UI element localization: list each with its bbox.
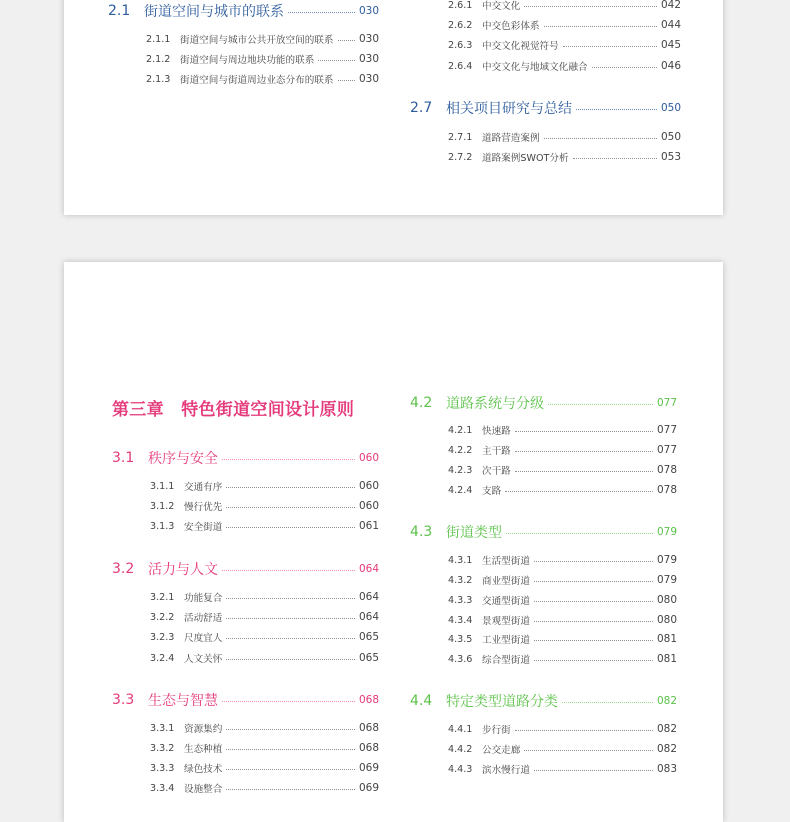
toc-section-2-7[interactable] xyxy=(410,98,681,118)
leader-dots xyxy=(222,570,355,571)
toc-entry-3-1-3[interactable] xyxy=(150,519,379,533)
entry-page-number: 081 xyxy=(656,653,677,665)
entry-page-number: 064 xyxy=(358,591,379,603)
leader-dots xyxy=(562,702,653,703)
entry-page-number: 053 xyxy=(660,151,681,163)
leader-dots xyxy=(226,598,355,599)
entry-page-number: 042 xyxy=(660,0,681,11)
leader-dots xyxy=(534,770,653,771)
section-number: 3.2 xyxy=(112,561,135,577)
toc-section-4-3[interactable] xyxy=(410,522,677,542)
entry-page-number: 069 xyxy=(358,782,379,794)
entry-title: 慢行优先 xyxy=(184,502,223,513)
entry-number: 3.2.3 xyxy=(150,631,175,643)
leader-dots xyxy=(534,581,653,582)
leader-dots xyxy=(226,618,355,619)
entry-page-number: 064 xyxy=(358,611,379,623)
leader-dots xyxy=(544,138,657,139)
entry-page-number: 080 xyxy=(656,614,677,626)
leader-dots xyxy=(592,67,657,68)
leader-dots xyxy=(515,471,653,472)
leader-dots xyxy=(226,487,355,488)
section-title: 生态与智慧 xyxy=(148,693,218,709)
entry-page-number: 030 xyxy=(358,73,379,85)
entry-number: 4.2.3 xyxy=(448,464,473,476)
entry-number: 4.4.3 xyxy=(448,763,473,775)
entry-title: 中交文化与地域文化融合 xyxy=(482,62,588,73)
leader-dots xyxy=(226,527,355,528)
entry-title: 街道空间与周边地块功能的联系 xyxy=(180,55,315,66)
leader-dots xyxy=(524,6,657,7)
toc-entry-4-2-1[interactable] xyxy=(448,423,677,437)
entry-page-number: 050 xyxy=(660,131,681,143)
toc-entry-3-3-4[interactable] xyxy=(150,781,379,795)
leader-dots xyxy=(222,459,355,460)
entry-number: 2.7.2 xyxy=(448,151,473,163)
section-number: 4.4 xyxy=(410,693,433,709)
toc-entry-4-3-2[interactable] xyxy=(448,573,677,587)
entry-title: 交通型街道 xyxy=(482,596,530,607)
toc-entry-3-2-2[interactable] xyxy=(150,610,379,624)
leader-dots xyxy=(563,46,657,47)
entry-title: 生态种植 xyxy=(184,744,223,755)
leader-dots xyxy=(534,561,653,562)
entry-title: 街道空间与城市公共开放空间的联系 xyxy=(180,35,334,46)
toc-entry-2-1-3[interactable] xyxy=(146,72,379,86)
entry-number: 4.3.1 xyxy=(448,554,473,566)
entry-number: 2.6.4 xyxy=(448,60,473,72)
entry-page-number: 083 xyxy=(656,763,677,775)
entry-title: 工业型街道 xyxy=(482,635,530,646)
toc-entry-2-6-3[interactable] xyxy=(448,38,681,52)
entry-title: 绿色技术 xyxy=(184,764,223,775)
toc-entry-2-6-4[interactable] xyxy=(448,59,681,73)
entry-title: 中交文化视觉符号 xyxy=(482,41,559,52)
toc-entry-2-7-2[interactable] xyxy=(448,150,681,164)
entry-number: 4.2.2 xyxy=(448,444,473,456)
entry-title: 功能复合 xyxy=(184,593,223,604)
toc-entry-3-3-3[interactable] xyxy=(150,761,379,775)
entry-page-number: 060 xyxy=(358,480,379,492)
toc-section-4-4[interactable] xyxy=(410,691,677,711)
toc-entry-2-1-2[interactable] xyxy=(146,52,379,66)
entry-number: 2.6.3 xyxy=(448,39,473,51)
entry-number: 3.3.2 xyxy=(150,742,175,754)
entry-number: 3.2.4 xyxy=(150,652,175,664)
section-page-number: 050 xyxy=(660,102,681,114)
entry-title: 交通有序 xyxy=(184,482,223,493)
leader-dots xyxy=(318,60,355,61)
leader-dots xyxy=(226,638,355,639)
section-number: 4.3 xyxy=(410,524,433,540)
section-title: 相关项目研究与总结 xyxy=(446,101,572,117)
section-title: 活力与人文 xyxy=(148,562,218,578)
leader-dots xyxy=(226,749,355,750)
entry-page-number: 068 xyxy=(358,722,379,734)
toc-entry-3-3-1[interactable] xyxy=(150,721,379,735)
leader-dots xyxy=(338,40,355,41)
toc-section-3-1[interactable] xyxy=(112,448,379,468)
toc-entry-4-3-3[interactable] xyxy=(448,593,677,607)
entry-number: 2.6.2 xyxy=(448,19,473,31)
toc-entry-3-3-2[interactable] xyxy=(150,741,379,755)
entry-page-number: 078 xyxy=(656,484,677,496)
toc-entry-4-4-1[interactable] xyxy=(448,722,677,736)
toc-entry-4-3-5[interactable] xyxy=(448,632,677,646)
entry-number: 2.1.1 xyxy=(146,33,171,45)
entry-title: 步行街 xyxy=(482,725,511,736)
section-number: 3.3 xyxy=(112,692,135,708)
entry-title: 街道空间与街道周边业态分布的联系 xyxy=(180,75,334,86)
entry-title: 公交走廊 xyxy=(482,745,521,756)
entry-page-number: 068 xyxy=(358,742,379,754)
toc-section-3-2[interactable] xyxy=(112,559,379,579)
chapter-title: 第三章 特色街道空间设计原则 xyxy=(112,400,355,420)
toc-entry-3-1-2[interactable] xyxy=(150,499,379,513)
entry-page-number: 061 xyxy=(358,520,379,532)
entry-page-number: 030 xyxy=(358,33,379,45)
section-page-number: 030 xyxy=(358,5,379,17)
entry-page-number: 079 xyxy=(656,554,677,566)
toc-entry-3-2-1[interactable] xyxy=(150,590,379,604)
entry-page-number: 077 xyxy=(656,424,677,436)
entry-page-number: 044 xyxy=(660,19,681,31)
entry-page-number: 065 xyxy=(358,652,379,664)
leader-dots xyxy=(573,158,657,159)
entry-title: 滨水慢行道 xyxy=(482,765,530,776)
entry-title: 设施整合 xyxy=(184,784,223,795)
leader-dots xyxy=(226,789,355,790)
leader-dots xyxy=(534,601,653,602)
entry-page-number: 079 xyxy=(656,574,677,586)
toc-entry-2-1-1[interactable] xyxy=(146,32,379,46)
entry-number: 3.1.1 xyxy=(150,480,175,492)
entry-page-number: 080 xyxy=(656,594,677,606)
toc-section-4-2[interactable] xyxy=(410,393,677,413)
entry-title: 次干路 xyxy=(482,466,511,477)
entry-title: 景观型街道 xyxy=(482,616,530,627)
leader-dots xyxy=(544,26,657,27)
toc-entry-2-6-2[interactable] xyxy=(448,18,681,32)
leader-dots xyxy=(338,80,355,81)
section-title: 道路系统与分级 xyxy=(446,396,544,412)
entry-title: 综合型街道 xyxy=(482,655,530,666)
entry-number: 3.2.1 xyxy=(150,591,175,603)
leader-dots xyxy=(226,659,355,660)
entry-number: 3.3.3 xyxy=(150,762,175,774)
entry-number: 4.2.1 xyxy=(448,424,473,436)
entry-page-number: 045 xyxy=(660,39,681,51)
leader-dots xyxy=(534,621,653,622)
entry-number: 2.7.1 xyxy=(448,131,473,143)
toc-entry-3-2-3[interactable] xyxy=(150,630,379,644)
entry-number: 4.4.1 xyxy=(448,723,473,735)
entry-number: 2.6.1 xyxy=(448,0,473,11)
entry-page-number: 082 xyxy=(656,723,677,735)
entry-number: 4.3.4 xyxy=(448,614,473,626)
section-page-number: 064 xyxy=(358,563,379,575)
leader-dots xyxy=(226,729,355,730)
entry-title: 商业型街道 xyxy=(482,576,530,587)
toc-entry-4-2-4[interactable] xyxy=(448,483,677,497)
entry-title: 资源集约 xyxy=(184,724,223,735)
toc-entry-3-1-1[interactable] xyxy=(150,479,379,493)
toc-entry-3-2-4[interactable] xyxy=(150,651,379,665)
entry-title: 尺度宜人 xyxy=(184,633,223,644)
entry-title: 生活型街道 xyxy=(482,556,530,567)
leader-dots xyxy=(534,640,653,641)
entry-page-number: 081 xyxy=(656,633,677,645)
entry-number: 3.3.1 xyxy=(150,722,175,734)
entry-title: 中交色彩体系 xyxy=(482,21,540,32)
toc-entry-4-3-6[interactable] xyxy=(448,652,677,666)
section-page-number: 079 xyxy=(656,526,677,538)
toc-section-3-3[interactable] xyxy=(112,690,379,710)
entry-page-number: 046 xyxy=(660,60,681,72)
entry-number: 4.3.3 xyxy=(448,594,473,606)
entry-title: 快速路 xyxy=(482,426,511,437)
entry-page-number: 065 xyxy=(358,631,379,643)
entry-title: 支路 xyxy=(482,486,502,497)
entry-title: 道路营造案例 xyxy=(482,133,540,144)
entry-number: 4.3.5 xyxy=(448,633,473,645)
section-page-number: 060 xyxy=(358,452,379,464)
entry-number: 2.1.2 xyxy=(146,53,171,65)
section-title: 街道空间与城市的联系 xyxy=(144,4,284,20)
entry-title: 人文关怀 xyxy=(184,654,223,665)
entry-number: 3.3.4 xyxy=(150,782,175,794)
section-number: 2.1 xyxy=(108,3,131,19)
entry-page-number: 082 xyxy=(656,743,677,755)
toc-entry-2-6-1[interactable] xyxy=(448,0,681,12)
toc-entry-4-3-1[interactable] xyxy=(448,553,677,567)
entry-number: 3.1.2 xyxy=(150,500,175,512)
entry-number: 3.1.3 xyxy=(150,520,175,532)
leader-dots xyxy=(515,451,653,452)
toc-entry-2-7-1[interactable] xyxy=(448,130,681,144)
entry-page-number: 060 xyxy=(358,500,379,512)
leader-dots xyxy=(524,750,653,751)
leader-dots xyxy=(548,404,653,405)
entry-title: 主干路 xyxy=(482,446,511,457)
toc-entry-4-3-4[interactable] xyxy=(448,613,677,627)
toc-section-2-1[interactable] xyxy=(108,1,379,21)
toc-entry-4-2-3[interactable] xyxy=(448,463,677,477)
section-page-number: 068 xyxy=(358,694,379,706)
section-number: 4.2 xyxy=(410,395,433,411)
entry-title: 活动舒适 xyxy=(184,613,223,624)
section-title: 秩序与安全 xyxy=(148,451,218,467)
entry-number: 4.4.2 xyxy=(448,743,473,755)
entry-number: 3.2.2 xyxy=(150,611,175,623)
entry-number: 4.3.2 xyxy=(448,574,473,586)
leader-dots xyxy=(576,109,657,110)
leader-dots xyxy=(506,533,653,534)
entry-title: 安全街道 xyxy=(184,522,223,533)
entry-number: 4.3.6 xyxy=(448,653,473,665)
leader-dots xyxy=(226,507,355,508)
section-title: 特定类型道路分类 xyxy=(446,694,558,710)
entry-title: 中交文化 xyxy=(482,1,521,12)
entry-number: 2.1.3 xyxy=(146,73,171,85)
entry-page-number: 077 xyxy=(656,444,677,456)
leader-dots xyxy=(505,491,653,492)
entry-page-number: 069 xyxy=(358,762,379,774)
entry-number: 4.2.4 xyxy=(448,484,473,496)
leader-dots xyxy=(534,660,653,661)
section-number: 3.1 xyxy=(112,450,135,466)
section-page-number: 082 xyxy=(656,695,677,707)
leader-dots xyxy=(515,431,653,432)
leader-dots xyxy=(226,769,355,770)
leader-dots xyxy=(222,701,355,702)
toc-entry-4-4-2[interactable] xyxy=(448,742,677,756)
entry-page-number: 078 xyxy=(656,464,677,476)
toc-page-lower xyxy=(64,262,723,822)
leader-dots xyxy=(515,730,653,731)
toc-entry-4-2-2[interactable] xyxy=(448,443,677,457)
section-title: 街道类型 xyxy=(446,525,502,541)
toc-entry-4-4-3[interactable] xyxy=(448,762,677,776)
entry-page-number: 030 xyxy=(358,53,379,65)
section-page-number: 077 xyxy=(656,397,677,409)
entry-title: 道路案例SWOT分析 xyxy=(482,153,569,164)
section-number: 2.7 xyxy=(410,100,433,116)
leader-dots xyxy=(288,12,355,13)
